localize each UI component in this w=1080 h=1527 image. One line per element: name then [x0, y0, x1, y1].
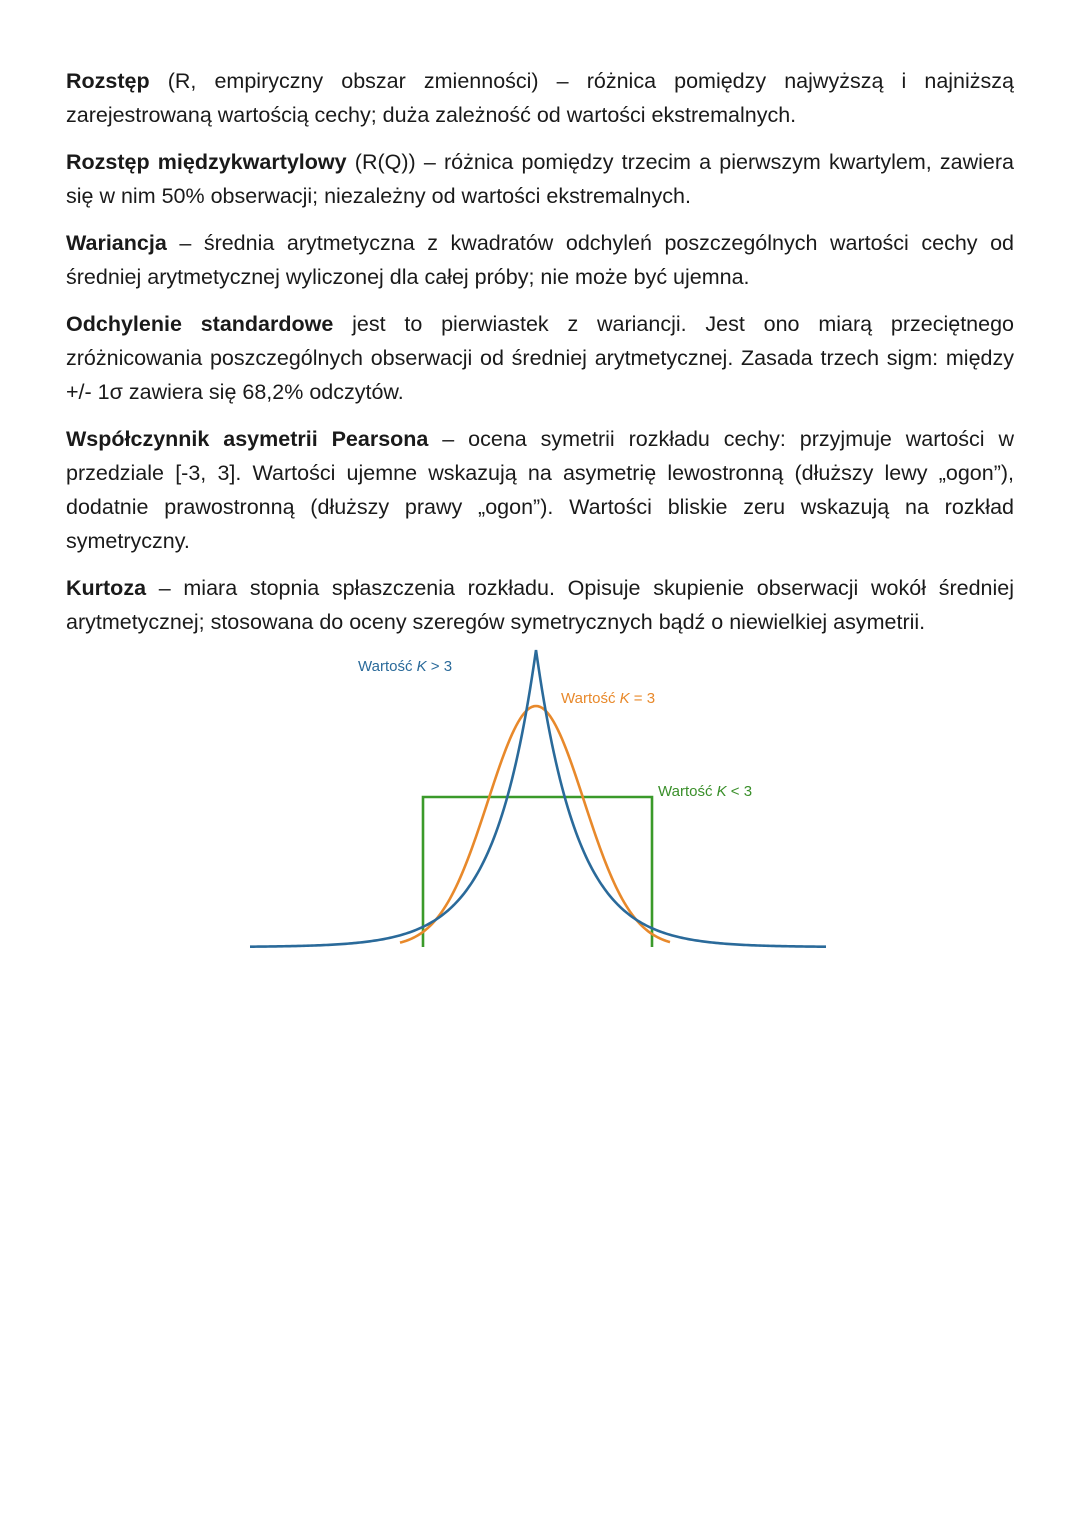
label-k: K [416, 658, 427, 675]
term: Rozstęp [66, 69, 150, 93]
definition: – miara stopnia spłaszczenia rozkładu. Opisuje skupienie obserwacji wokół średniej arytmetycznej; stosowana do oceny szeregów symetrycznych bądź o niewielkiej asymetrii. [66, 576, 1014, 634]
paragraph-odchylenie-standardowe [66, 307, 1014, 409]
kurtosis-diagram [240, 640, 840, 960]
term: Odchylenie standardowe [66, 312, 334, 336]
term: Rozstęp międzykwartylowy [66, 150, 347, 174]
text-content [66, 64, 1014, 652]
label-prefix: Wartość [358, 658, 417, 675]
paragraph-kurtoza [66, 571, 1014, 639]
paragraph-wspolczynnik-asymetrii [66, 422, 1014, 558]
paragraph-rozstep [66, 64, 1014, 132]
label-k-less-3 [658, 783, 752, 800]
label-prefix: Wartość [658, 783, 717, 800]
label-k: K [716, 783, 727, 800]
kurtosis-figure [240, 640, 840, 960]
label-suffix: > 3 [426, 658, 453, 675]
definition: jest to pierwiastek z wariancji. Jest ono miarą przeciętnego zróżnicowania poszczególnych obserwacji od średniej arytmetycznej. Zasada trzech sigm: między +/- 1σ zawiera się 68,2% odczytów. [66, 312, 1014, 404]
definition: – ocena symetrii rozkładu cechy: przyjmuje wartości w przedziale [-3, 3]. Wartości ujemne wskazują na asymetrię lewostronną (dłuższy lewy „ogon”), dodatnie prawostronną (dłuższy prawy „ogon”). Wartości bliskie zeru wskazują na rozkład symetryczny. [66, 427, 1014, 553]
term: Kurtoza [66, 576, 147, 600]
definition: (R(Q)) – różnica pomiędzy trzecim a pierwszym kwartylem, zawiera się w nim 50% obserwacji; niezależny od wartości ekstremalnych. [66, 150, 1014, 208]
uniform-distribution-curve [423, 797, 652, 947]
label-k: K [619, 690, 630, 707]
term: Współczynnik asymetrii Pearsona [66, 427, 429, 451]
label-k-greater-3 [358, 658, 452, 675]
term: Wariancja [66, 231, 167, 255]
normal-distribution-curve [400, 706, 670, 943]
paragraph-rozstep-miedzykwartylowy [66, 145, 1014, 213]
label-suffix: < 3 [726, 783, 753, 800]
label-suffix: = 3 [629, 690, 656, 707]
definition: – średnia arytmetyczna z kwadratów odchyleń poszczególnych wartości cechy od średniej arytmetycznej wyliczonej dla całej próby; nie może być ujemna. [66, 231, 1014, 289]
definition: (R, empiryczny obszar zmienności) – różnica pomiędzy najwyższą i najniższą zarejestrowaną wartością cechy; duża zależność od wartości ekstremalnych. [66, 69, 1014, 127]
label-prefix: Wartość [561, 690, 620, 707]
paragraph-wariancja [66, 226, 1014, 294]
label-k-equal-3 [561, 690, 655, 707]
